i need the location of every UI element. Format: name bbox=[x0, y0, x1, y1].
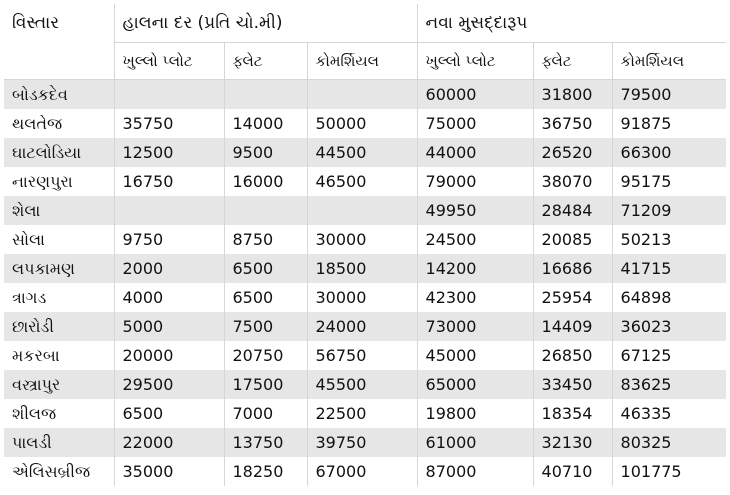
rate-cell-current-commercial: 56750 bbox=[307, 341, 417, 370]
rate-cell-new-flat: 33450 bbox=[533, 370, 612, 399]
rate-cell-current-commercial: 30000 bbox=[307, 225, 417, 254]
rate-cell-new-commercial: 67125 bbox=[612, 341, 726, 370]
table-row bbox=[4, 370, 726, 399]
rate-cell-current-flat: 20750 bbox=[224, 341, 307, 370]
rate-cell-new-commercial: 46335 bbox=[612, 399, 726, 428]
rate-cell-current-flat: 16000 bbox=[224, 167, 307, 196]
rate-cell-current-commercial: 22500 bbox=[307, 399, 417, 428]
table-row bbox=[4, 399, 726, 428]
rate-cell-current-open-plot: 9750 bbox=[114, 225, 224, 254]
subheader-row bbox=[4, 43, 726, 80]
rate-cell-new-commercial: 91875 bbox=[612, 109, 726, 138]
rate-cell-current-flat: 17500 bbox=[224, 370, 307, 399]
rate-cell-new-commercial: 79500 bbox=[612, 80, 726, 110]
table-row bbox=[4, 138, 726, 167]
rate-cell-new-flat: 36750 bbox=[533, 109, 612, 138]
table-header bbox=[4, 4, 726, 80]
rate-cell-new-flat: 20085 bbox=[533, 225, 612, 254]
rate-cell-new-open-plot: 24500 bbox=[417, 225, 533, 254]
rate-cell-new-flat: 40710 bbox=[533, 457, 612, 486]
rate-cell-current-flat: 8750 bbox=[224, 225, 307, 254]
rate-cell-current-flat bbox=[224, 196, 307, 225]
table-row bbox=[4, 225, 726, 254]
rate-cell-current-flat: 14000 bbox=[224, 109, 307, 138]
rate-cell-new-commercial: 80325 bbox=[612, 428, 726, 457]
rate-cell-current-open-plot: 6500 bbox=[114, 399, 224, 428]
rate-cell-new-open-plot: 75000 bbox=[417, 109, 533, 138]
rate-cell-new-open-plot: 49950 bbox=[417, 196, 533, 225]
area-name-cell: ઘાટલોડિયા bbox=[4, 138, 114, 167]
area-name-cell: એલિસબ્રીજ bbox=[4, 457, 114, 486]
area-name-cell: થલતેજ bbox=[4, 109, 114, 138]
rate-cell-new-commercial: 101775 bbox=[612, 457, 726, 486]
group-header-row bbox=[4, 4, 726, 43]
table-row bbox=[4, 283, 726, 312]
subheader-current-commercial: કોમર્શિયલ bbox=[307, 43, 417, 80]
subheader-empty bbox=[4, 43, 114, 80]
rate-cell-current-open-plot: 22000 bbox=[114, 428, 224, 457]
rate-cell-current-commercial: 46500 bbox=[307, 167, 417, 196]
rate-cell-current-flat: 7000 bbox=[224, 399, 307, 428]
rate-cell-new-open-plot: 87000 bbox=[417, 457, 533, 486]
rate-cell-new-open-plot: 73000 bbox=[417, 312, 533, 341]
rate-cell-current-commercial: 50000 bbox=[307, 109, 417, 138]
table-row bbox=[4, 457, 726, 486]
rate-cell-new-open-plot: 14200 bbox=[417, 254, 533, 283]
rate-cell-new-flat: 26520 bbox=[533, 138, 612, 167]
area-column-header: વિસ્તાર bbox=[4, 4, 114, 43]
rate-cell-new-flat: 31800 bbox=[533, 80, 612, 110]
rate-cell-current-flat bbox=[224, 80, 307, 110]
rate-cell-current-open-plot: 2000 bbox=[114, 254, 224, 283]
rate-cell-current-commercial: 30000 bbox=[307, 283, 417, 312]
rate-cell-new-flat: 14409 bbox=[533, 312, 612, 341]
rate-cell-current-commercial: 67000 bbox=[307, 457, 417, 486]
rate-cell-new-open-plot: 45000 bbox=[417, 341, 533, 370]
table-row bbox=[4, 341, 726, 370]
subheader-current-flat: ફ્લેટ bbox=[224, 43, 307, 80]
rate-cell-new-flat: 26850 bbox=[533, 341, 612, 370]
rate-cell-current-flat: 18250 bbox=[224, 457, 307, 486]
table-row bbox=[4, 109, 726, 138]
table-row bbox=[4, 196, 726, 225]
rate-cell-current-commercial: 45500 bbox=[307, 370, 417, 399]
rate-cell-current-open-plot: 35750 bbox=[114, 109, 224, 138]
rate-cell-current-commercial bbox=[307, 196, 417, 225]
table-row bbox=[4, 254, 726, 283]
rate-cell-current-open-plot: 4000 bbox=[114, 283, 224, 312]
rate-cell-new-flat: 38070 bbox=[533, 167, 612, 196]
area-name-cell: બોડકદેવ bbox=[4, 80, 114, 110]
current-rates-group-header: હાલના દર (પ્રતિ ચો.મી) bbox=[114, 4, 417, 43]
subheader-current-open-plot: ખુલ્લો પ્લોટ bbox=[114, 43, 224, 80]
rate-cell-current-open-plot: 5000 bbox=[114, 312, 224, 341]
rate-cell-new-flat: 28484 bbox=[533, 196, 612, 225]
rate-cell-new-commercial: 50213 bbox=[612, 225, 726, 254]
subheader-new-open-plot: ખુલ્લો પ્લોટ bbox=[417, 43, 533, 80]
rate-cell-current-flat: 6500 bbox=[224, 283, 307, 312]
subheader-new-commercial: કોમર્શિયલ bbox=[612, 43, 726, 80]
rate-cell-current-open-plot: 20000 bbox=[114, 341, 224, 370]
rate-cell-new-flat: 16686 bbox=[533, 254, 612, 283]
rate-cell-new-commercial: 36023 bbox=[612, 312, 726, 341]
rate-cell-current-open-plot bbox=[114, 196, 224, 225]
rate-cell-new-flat: 25954 bbox=[533, 283, 612, 312]
area-name-cell: નારણપુરા bbox=[4, 167, 114, 196]
rate-cell-new-open-plot: 44000 bbox=[417, 138, 533, 167]
area-name-cell: શીલજ bbox=[4, 399, 114, 428]
table-body bbox=[4, 80, 726, 487]
rate-cell-current-flat: 7500 bbox=[224, 312, 307, 341]
rate-cell-new-commercial: 83625 bbox=[612, 370, 726, 399]
rate-cell-new-commercial: 95175 bbox=[612, 167, 726, 196]
rate-cell-new-commercial: 64898 bbox=[612, 283, 726, 312]
rate-cell-new-open-plot: 79000 bbox=[417, 167, 533, 196]
table-row bbox=[4, 428, 726, 457]
area-name-cell: સોલા bbox=[4, 225, 114, 254]
area-name-cell: છારોડી bbox=[4, 312, 114, 341]
rate-cell-new-open-plot: 60000 bbox=[417, 80, 533, 110]
rate-cell-new-open-plot: 19800 bbox=[417, 399, 533, 428]
table-row bbox=[4, 167, 726, 196]
area-name-cell: વસ્ત્રાપુર bbox=[4, 370, 114, 399]
subheader-new-flat: ફ્લેટ bbox=[533, 43, 612, 80]
table-row bbox=[4, 80, 726, 110]
table-row bbox=[4, 312, 726, 341]
area-name-cell: મકરબા bbox=[4, 341, 114, 370]
rate-cell-new-flat: 32130 bbox=[533, 428, 612, 457]
rate-cell-new-commercial: 41715 bbox=[612, 254, 726, 283]
rate-cell-current-commercial: 44500 bbox=[307, 138, 417, 167]
rate-cell-new-open-plot: 42300 bbox=[417, 283, 533, 312]
rate-cell-new-commercial: 66300 bbox=[612, 138, 726, 167]
rate-cell-new-open-plot: 65000 bbox=[417, 370, 533, 399]
area-name-cell: ત્રાગડ bbox=[4, 283, 114, 312]
rate-cell-new-open-plot: 61000 bbox=[417, 428, 533, 457]
rate-cell-current-flat: 6500 bbox=[224, 254, 307, 283]
rates-table bbox=[4, 4, 726, 486]
rate-cell-current-open-plot bbox=[114, 80, 224, 110]
rate-cell-current-open-plot: 35000 bbox=[114, 457, 224, 486]
rate-cell-current-commercial: 18500 bbox=[307, 254, 417, 283]
area-name-cell: શેલા bbox=[4, 196, 114, 225]
rate-cell-current-commercial bbox=[307, 80, 417, 110]
rate-cell-new-flat: 18354 bbox=[533, 399, 612, 428]
rate-cell-current-open-plot: 16750 bbox=[114, 167, 224, 196]
rate-cell-current-commercial: 39750 bbox=[307, 428, 417, 457]
new-draft-group-header: નવા મુસદ્દારૂપ bbox=[417, 4, 726, 43]
area-name-cell: લપકામણ bbox=[4, 254, 114, 283]
rate-cell-current-open-plot: 12500 bbox=[114, 138, 224, 167]
rate-cell-current-flat: 13750 bbox=[224, 428, 307, 457]
area-name-cell: પાલડી bbox=[4, 428, 114, 457]
rate-cell-current-flat: 9500 bbox=[224, 138, 307, 167]
rate-cell-current-open-plot: 29500 bbox=[114, 370, 224, 399]
rate-cell-new-commercial: 71209 bbox=[612, 196, 726, 225]
rate-cell-current-commercial: 24000 bbox=[307, 312, 417, 341]
